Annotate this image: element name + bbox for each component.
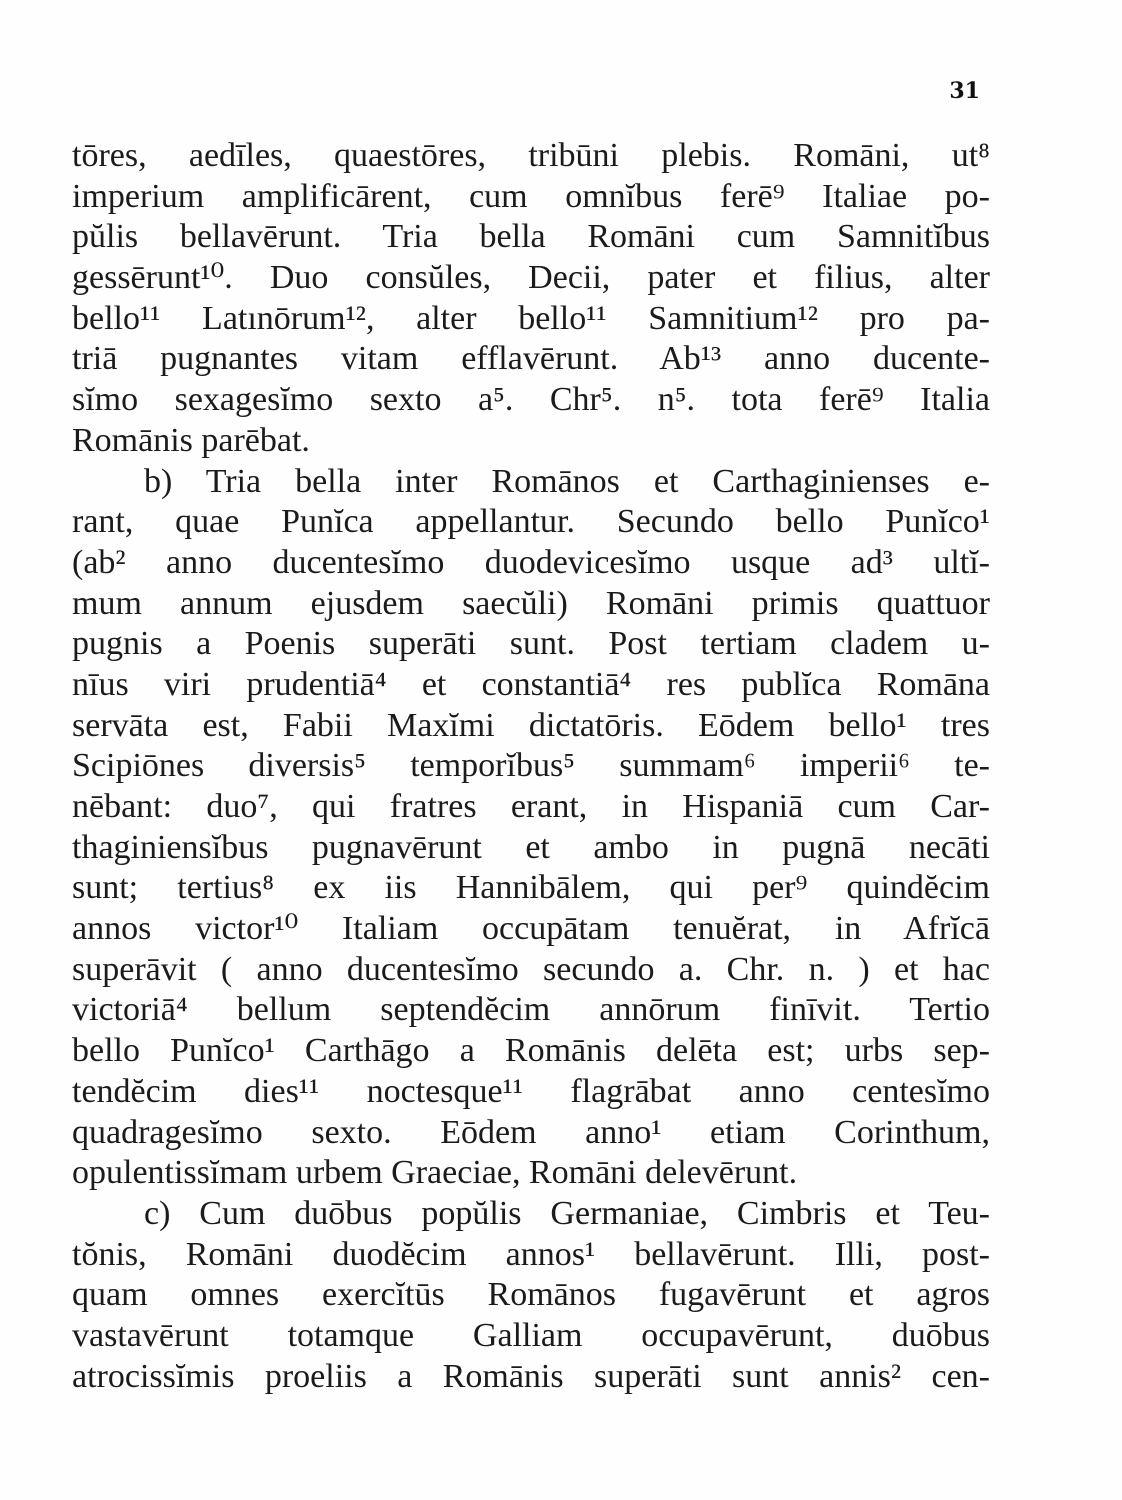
text-line: annos victor¹⁰ Italiam occupātam tenuĕrat, in Afrĭcā xyxy=(72,910,990,948)
text-line: tōres, aedīles, quaestōres, tribūni plebis. Romāni, ut⁸ xyxy=(72,137,990,174)
text-line: quam omnes exercĭtūs Romānos fugavērunt et agros xyxy=(72,1276,990,1314)
paragraph-b-start: b) Tria bella inter Romānos et Carthaginienses e- xyxy=(144,462,990,500)
text-line: Romānis parēbat. xyxy=(72,421,310,459)
text-line: victoriā⁴ bellum septendĕcim annōrum finīvit. Tertio xyxy=(72,991,990,1029)
text-line: vastavērunt totamque Galliam occupavērunt, duōbus xyxy=(72,1316,990,1354)
text-line: nēbant: duo⁷, qui fratres erant, in Hispaniā cum Car- xyxy=(72,788,990,825)
text-line: thaginiensĭbus pugnavērunt et ambo in pugnā necāti xyxy=(72,828,990,866)
text-line: gessērunt¹⁰. Duo consŭles, Decii, pater et filius, alter xyxy=(72,259,990,297)
text-line: nīus viri prudentiā⁴ et constantiā⁴ res publĭca Romāna xyxy=(72,665,990,703)
text-line: tŏnis, Romāni duodĕcim annos¹ bellavērunt. Illi, post- xyxy=(72,1235,990,1273)
text-line: triā pugnantes vitam efflavērunt. Ab¹³ anno ducente- xyxy=(72,340,990,378)
body-text xyxy=(72,136,990,1397)
text-line: quadragesĭmo sexto. Eōdem anno¹ etiam Corinthum, xyxy=(72,1113,990,1151)
text-line: Scipiōnes diversis⁵ temporĭbus⁵ summam⁶ imperii⁶ te- xyxy=(72,747,990,785)
text-line: rant, quae Punĭca appellantur. Secundo bello Punĭco¹ xyxy=(72,503,990,541)
text-line: opulentissĭmam urbem Graeciae, Romāni delevērunt. xyxy=(72,1154,798,1192)
text-line: (ab² anno ducentesĭmo duodevicesĭmo usque ad³ ultĭ- xyxy=(72,543,990,581)
text-line: superāvit ( anno ducentesĭmo secundo a. Chr. n. ) et hac xyxy=(72,950,990,988)
text-line: sĭmo sexagesĭmo sexto a⁵. Chr⁵. n⁵. tota ferē⁹ Italia xyxy=(72,381,990,419)
text-line: sunt; tertius⁸ ex iis Hannibālem, qui per⁹ quindĕcim xyxy=(72,869,990,907)
text-line: servāta est, Fabii Maxĭmi dictatōris. Eōdem bello¹ tres xyxy=(72,706,990,744)
text-line: bello¹¹ Latınōrum¹², alter bello¹¹ Samnitium¹² pro pa- xyxy=(72,299,990,337)
text-line: atrocissĭmis proeliis a Romānis superāti sunt annis² cen- xyxy=(72,1357,990,1395)
text-line: mum annum ejusdem saecŭli) Romāni primis quattuor xyxy=(72,584,990,622)
page-number: 31 xyxy=(949,78,980,104)
text-line: tendĕcim dies¹¹ noctesque¹¹ flagrābat anno centesĭmo xyxy=(72,1072,990,1110)
text-line: bello Punĭco¹ Carthāgo a Romānis delēta est; urbs sep- xyxy=(72,1032,990,1070)
text-line: pŭlis bellavērunt. Tria bella Romāni cum Samnitĭbus xyxy=(72,218,990,256)
paragraph-c-start: c) Cum duōbus popŭlis Germaniae, Cimbris et Teu- xyxy=(144,1194,990,1232)
text-line: imperium amplificārent, cum omnĭbus ferē⁹ Italiae po- xyxy=(72,177,990,215)
text-line: pugnis a Poenis superāti sunt. Post tertiam cladem u- xyxy=(72,625,990,663)
